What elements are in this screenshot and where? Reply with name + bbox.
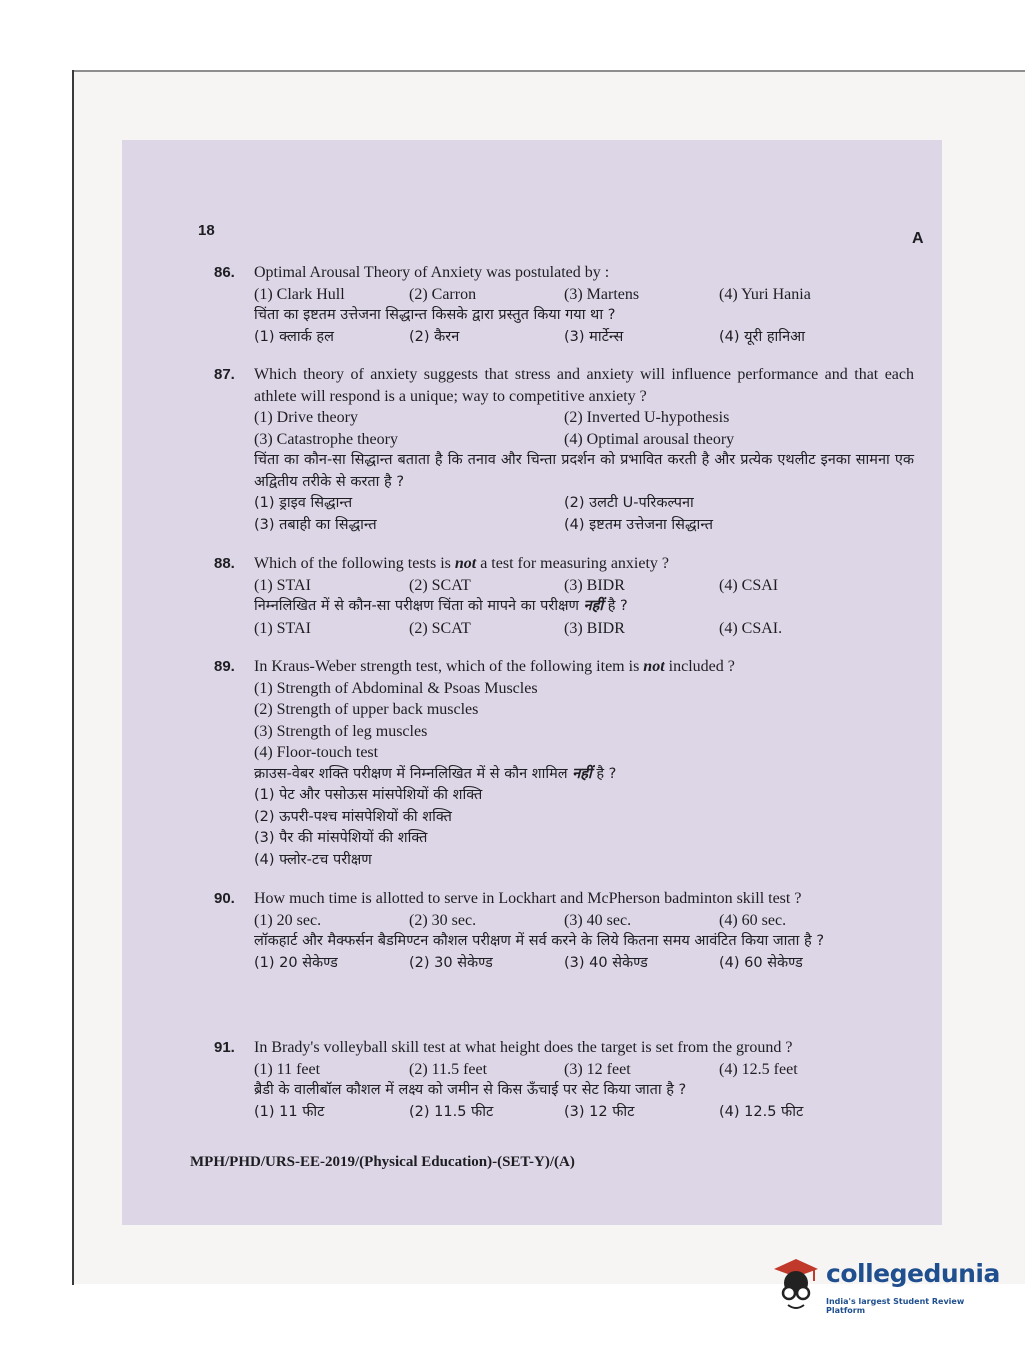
option: (1) ड्राइव सिद्धान्त (254, 495, 353, 511)
question-text-en: Which theory of anxiety suggests that stress and anxiety will influence performance and that each athlete will respond is a unique; way to competitive anxiety ? (254, 366, 914, 405)
option: (3) Catastrophe theory (254, 430, 398, 448)
question-91 (214, 1037, 914, 1123)
logo-tagline: India's largest Student Review Platform (826, 1297, 965, 1315)
question-88 (214, 553, 914, 639)
question-text-en: In Brady's volleyball skill test at what height does the target is set from the ground ? (254, 1039, 793, 1056)
question-text-hi: चिंता का कौन-सा सिद्धान्त बताता है कि तनाव और चिन्ता प्रदर्शन को प्रभावित करती है और प्रत्येक एथलीट इनका सामना एक अद्वितीय तरीके से करता है ? (254, 452, 914, 490)
option: (3) तबाही का सिद्धान्त (254, 516, 377, 533)
exam-code-footer: MPH/PHD/URS-EE-2019/(Physical Education)-(SET-Y)/(A) (190, 1154, 575, 1170)
question-text-en: How much time is allotted to serve in Lockhart and McPherson badminton skill test ? (254, 890, 802, 907)
option: (3) 12 feet (564, 1060, 631, 1078)
option: (4) Optimal arousal theory (564, 430, 735, 448)
options-en (254, 910, 914, 932)
options-hi (254, 618, 914, 640)
question-number: 90. (214, 890, 235, 907)
option: (2) 11.5 फीट (409, 1103, 494, 1120)
logo-name: collegedunia (826, 1259, 1000, 1288)
options-hi (254, 1102, 914, 1124)
page-number: 18 (198, 222, 215, 239)
question-number: 88. (214, 555, 235, 572)
option: (2) 30 सेकेण्ड (409, 954, 493, 971)
option: (4) 60 sec. (719, 911, 787, 929)
emphasis-not: not (454, 555, 477, 572)
question-87 (214, 364, 914, 536)
option: (2) Strength of upper back muscles (254, 701, 479, 718)
option: (2) कैरन (409, 328, 460, 345)
question-text-hi: लॉकहार्ट और मैक्फर्सन बैडमिण्टन कौशल परीक्षण में सर्व करने के लिये कितना समय आवंटित किया जाता है ? (254, 933, 825, 949)
option: (1) 11 फीट (254, 1103, 325, 1120)
options-en (254, 284, 914, 306)
option: (2) उलटी U-परिकल्पना (564, 495, 694, 511)
options-en (254, 575, 914, 597)
options-hi (254, 953, 914, 975)
text-part: a test for measuring anxiety ? (476, 555, 670, 572)
question-text-hi: ब्रैडी के वालीबॉल कौशल में लक्ष्य को जमीन से किस ऊँचाई पर सेट किया जाता है ? (254, 1082, 687, 1098)
option: (4) फ्लोर-टच परीक्षण (254, 851, 372, 868)
option: (3) 12 फीट (564, 1103, 635, 1120)
options-hi (254, 327, 914, 349)
option: (4) 12.5 फीट (719, 1103, 804, 1120)
option: (2) SCAT (409, 619, 471, 637)
option: (2) 11.5 feet (409, 1060, 488, 1078)
question-89 (214, 656, 914, 871)
options-hi (254, 493, 914, 515)
option: (3) Martens (564, 285, 640, 303)
options-en (254, 1059, 914, 1081)
question-text-en (254, 553, 914, 575)
option: (4) Floor-touch test (254, 744, 379, 761)
option: (4) यूरी हानिआ (719, 328, 805, 345)
text-part: Which of the following tests is (254, 555, 455, 572)
question-text-en (254, 656, 914, 678)
question-number: 87. (214, 366, 235, 383)
option: (1) 11 feet (254, 1060, 321, 1078)
option: (1) क्लार्क हल (254, 328, 334, 345)
question-number: 91. (214, 1039, 235, 1056)
options-hi (254, 515, 914, 537)
emphasis-nahi: नहीं (583, 598, 604, 614)
option: (1) 20 सेकेण्ड (254, 954, 338, 971)
option: (1) Drive theory (254, 409, 358, 426)
option: (4) 12.5 feet (719, 1060, 798, 1078)
question-number: 89. (214, 658, 235, 675)
option: (1) STAI (254, 576, 311, 594)
options-en (254, 407, 914, 429)
option: (2) Carron (409, 285, 477, 303)
option: (3) पैर की मांसपेशियों की शक्ति (254, 830, 428, 846)
question-text-hi (254, 596, 914, 618)
text-part: In Kraus-Weber strength test, which of the following item is (254, 658, 644, 675)
option: (2) SCAT (409, 576, 471, 594)
option: (3) Strength of leg muscles (254, 722, 428, 740)
option: (1) Strength of Abdominal & Psoas Muscles (254, 679, 538, 697)
question-86 (214, 262, 914, 348)
option: (1) 20 sec. (254, 911, 322, 929)
option: (3) BIDR (564, 576, 625, 594)
emphasis-nahi: नहीं (572, 765, 592, 782)
option: (3) मार्टेन्स (564, 328, 624, 345)
question-text-en: Optimal Arousal Theory of Anxiety was postulated by : (254, 264, 610, 281)
text-part: क्राउस-वेबर शक्ति परीक्षण में निम्नलिखित में से कौन शामिल (254, 765, 573, 782)
text-part: है ? (591, 765, 617, 782)
text-part: निम्नलिखित में से कौन-सा परीक्षण चिंता को मापने का परीक्षण (254, 598, 584, 614)
option: (3) BIDR (564, 619, 625, 637)
text-part: है ? (603, 598, 628, 614)
option: (4) 60 सेकेण्ड (719, 954, 803, 971)
option: (4) इष्टतम उत्तेजना सिद्धान्त (564, 516, 714, 533)
question-text-hi: चिंता का इष्टतम उत्तेजना सिद्धान्त किसके द्वारा प्रस्तुत किया गया था ? (254, 307, 616, 323)
question-90 (214, 888, 914, 974)
options-en (254, 429, 914, 451)
option: (4) CSAI (719, 576, 779, 594)
option: (2) ऊपरी-पश्च मांसपेशियों की शक्ति (254, 808, 452, 825)
option: (4) CSAI. (719, 619, 783, 637)
text-part: included ? (664, 658, 735, 675)
question-number: 86. (214, 264, 235, 281)
set-letter: A (912, 230, 924, 247)
option: (1) Clark Hull (254, 285, 345, 303)
option: (2) 30 sec. (409, 911, 477, 929)
option: (4) Yuri Hania (719, 285, 811, 303)
student-mascot-icon (766, 1255, 822, 1315)
emphasis-not: not (643, 658, 665, 675)
option: (3) 40 सेकेण्ड (564, 954, 648, 971)
collegedunia-logo[interactable] (766, 1255, 1006, 1315)
option: (2) Inverted U-hypothesis (564, 409, 730, 426)
question-text-hi (254, 764, 914, 786)
option: (1) पेट और पसोऊस मांसपेशियों की शक्ति (254, 787, 483, 803)
option: (1) STAI (254, 619, 311, 637)
option: (3) 40 sec. (564, 911, 632, 929)
